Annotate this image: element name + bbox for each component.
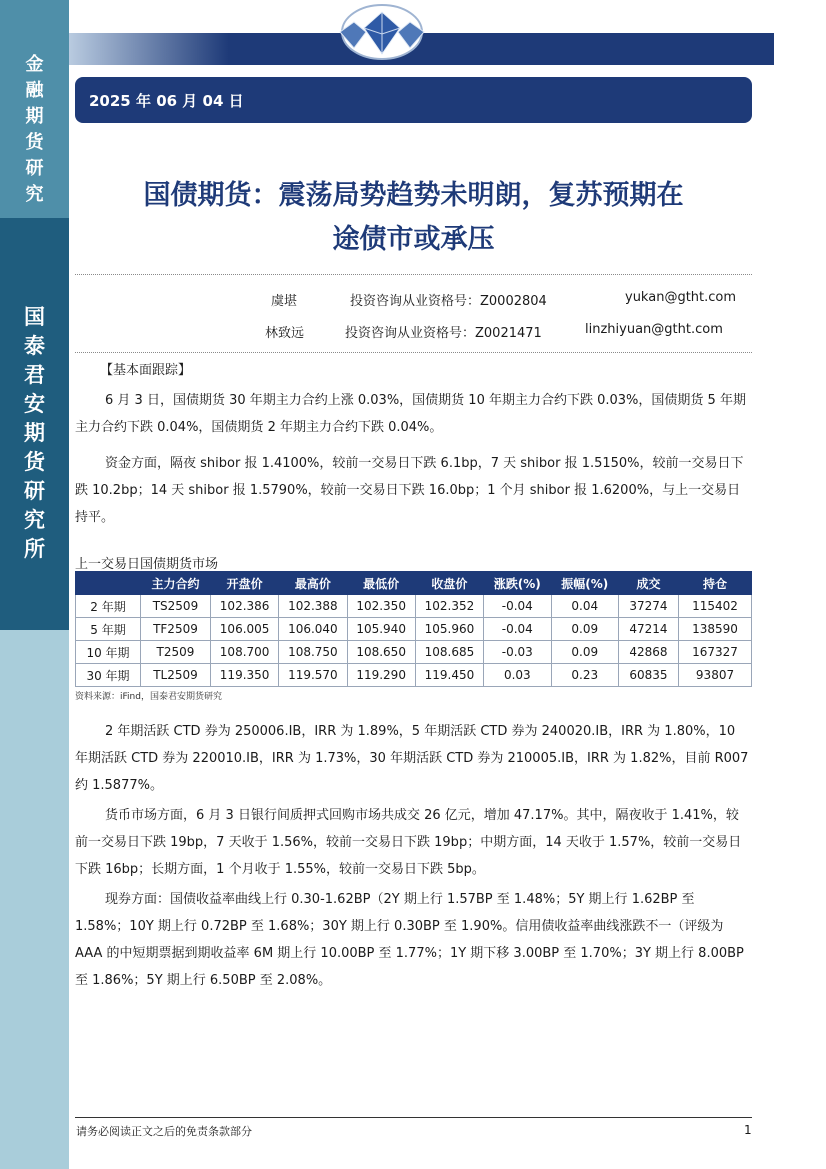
table-cell: 119.450 <box>415 664 483 687</box>
table-cell: 47214 <box>618 618 678 641</box>
table-cell: -0.04 <box>484 595 552 618</box>
table-cell: TS2509 <box>140 595 210 618</box>
table-cell: 119.290 <box>347 664 415 687</box>
table-cell: TL2509 <box>140 664 210 687</box>
table-cell: 42868 <box>618 641 678 664</box>
table-cell: 5 年期 <box>76 618 141 641</box>
table-cell: 108.650 <box>347 641 415 664</box>
table-cell: 106.040 <box>279 618 347 641</box>
header-cell: 涨跌(%) <box>484 572 552 595</box>
table-cell: 105.940 <box>347 618 415 641</box>
header-cell: 最低价 <box>347 572 415 595</box>
table-row <box>76 641 752 664</box>
header-cell: 开盘价 <box>210 572 278 595</box>
table-cell: 37274 <box>618 595 678 618</box>
table-row <box>76 618 752 641</box>
table-cell: 102.388 <box>279 595 347 618</box>
header-cell: 收盘价 <box>415 572 483 595</box>
table-cell: 119.350 <box>210 664 278 687</box>
futures-market-table <box>75 571 752 687</box>
table-cell: 115402 <box>679 595 752 618</box>
table-cell: 93807 <box>679 664 752 687</box>
table-source-note: 资料来源：iFind，国泰君安期货研究 <box>75 692 222 702</box>
table-cell: 30 年期 <box>76 664 141 687</box>
table-cell: 60835 <box>618 664 678 687</box>
sidebar-bottom-text: 国 泰 君 安 期 货 研 究 所 <box>24 304 45 561</box>
table-cell: 0.23 <box>551 664 618 687</box>
author-divider <box>75 352 752 353</box>
paragraph-futures: 6 月 3 日，国债期货 30 年期主力合约上涨 0.03%，国债期货 10 年期主力合约下跌 0.03%，国债期货 5 年期主力合约下跌 0.04%，国债期货 2 年期主力合约下跌 0.04%。 <box>75 393 746 435</box>
header-cell: 持仓 <box>679 572 752 595</box>
report-title-line-2: 途债市或承压 <box>332 224 495 255</box>
paragraph-ctd: 2 年期活跃 CTD 券为 250006.IB，IRR 为 1.89%，5 年期活跃 CTD 券为 240020.IB，IRR 为 1.80%，10 年期活跃 CTD 券为 220010.IB，IRR 为 1.73%，30 年期活跃 CTD 券为 210005.IB，IRR 为 1.82%，目前 R007 约 1.5877%。 <box>75 724 749 793</box>
gems-logo-icon <box>320 2 440 66</box>
page-number: 1 <box>744 1123 752 1137</box>
table-caption: 上一交易日国债期货市场 <box>75 557 219 572</box>
table-cell: -0.03 <box>484 641 552 664</box>
report-date: 2025 年 06 月 04 日 <box>89 92 244 110</box>
table-cell: 119.570 <box>279 664 347 687</box>
header-cell: 最高价 <box>279 572 347 595</box>
table-cell: 102.352 <box>415 595 483 618</box>
table-header-row <box>76 572 752 595</box>
author-email[interactable]: linzhiyuan@gtht.com <box>585 322 723 337</box>
table-cell: -0.04 <box>484 618 552 641</box>
table-row <box>76 595 752 618</box>
table-cell: 102.386 <box>210 595 278 618</box>
report-title <box>75 174 752 262</box>
table-cell: 0.09 <box>551 641 618 664</box>
author-email[interactable]: yukan@gtht.com <box>625 290 737 305</box>
table-cell: T2509 <box>140 641 210 664</box>
header-cell: 成交 <box>618 572 678 595</box>
header-cell <box>76 572 141 595</box>
author-cert: 投资咨询从业资格号：Z0021471 <box>345 326 542 341</box>
paragraph-money-market: 货币市场方面，6 月 3 日银行间质押式回购市场共成交 26 亿元，增加 47.17%。其中，隔夜收于 1.41%，较前一交易日下跌 19bp，7 天收于 1.56%，较前一交易日下跌 19bp；中期方面，14 天收于 1.57%，较前一交易日下跌 16bp；长期方面，1 个月收于 1.55%，较前一交易日下跌 5bp。 <box>75 808 742 877</box>
table-cell: 2 年期 <box>76 595 141 618</box>
paragraph-spot-bonds: 现券方面：国债收益率曲线上行 0.30-1.62BP（2Y 期上行 1.57BP 至 1.48%；5Y 期上行 1.62BP 至 1.58%；10Y 期上行 0.72BP 至 1.68%；30Y 期上行 0.30BP 至 1.90%。信用债收益率曲线涨跌不一（评级为 AAA 的中短期票据到期收益率 6M 期上行 10.00BP 至 1.77%；1Y 期下移 3.00BP 至 1.70%；3Y 期上行 8.00BP 至 1.86%；5Y 期上行 6.50BP 至 2.08%。 <box>75 892 744 988</box>
author-name: 虞堪 <box>271 294 298 309</box>
table-cell: 108.750 <box>279 641 347 664</box>
table-cell: 108.685 <box>415 641 483 664</box>
table-cell: 10 年期 <box>76 641 141 664</box>
footer-disclaimer: 请务必阅读正文之后的免责条款部分 <box>76 1125 252 1138</box>
table-cell: 167327 <box>679 641 752 664</box>
table-cell: 102.350 <box>347 595 415 618</box>
header-cell: 振幅(%) <box>551 572 618 595</box>
author-row <box>75 322 752 342</box>
sidebar-top-text: 金 融 期 货 研 究 <box>25 54 44 205</box>
footer-divider <box>75 1117 752 1118</box>
section-label: 【基本面跟踪】 <box>100 363 192 378</box>
table-cell: 105.960 <box>415 618 483 641</box>
header-cell: 主力合约 <box>140 572 210 595</box>
table-cell: 0.09 <box>551 618 618 641</box>
sidebar-light-band <box>0 630 69 1169</box>
author-row <box>75 290 752 310</box>
paragraph-funding: 资金方面，隔夜 shibor 报 1.4100%，较前一交易日下跌 6.1bp，7 天 shibor 报 1.5150%，较前一交易日下跌 10.2bp；14 天 shibor 报 1.5790%，较前一交易日下跌 16.0bp；1 个月 shibor 报 1.6200%，与上一交易日持平。 <box>75 456 744 525</box>
header-bar-gradient <box>69 33 229 65</box>
table-cell: TF2509 <box>140 618 210 641</box>
date-banner <box>75 77 752 123</box>
table-row <box>76 664 752 687</box>
table-cell: 0.03 <box>484 664 552 687</box>
table-cell: 106.005 <box>210 618 278 641</box>
table-cell: 108.700 <box>210 641 278 664</box>
author-name: 林致远 <box>265 326 305 341</box>
report-title-line-1: 国债期货：震荡局势趋势未明朗，复苏预期在 <box>143 180 684 211</box>
table-cell: 0.04 <box>551 595 618 618</box>
table-cell: 138590 <box>679 618 752 641</box>
author-cert: 投资咨询从业资格号：Z0002804 <box>350 294 547 309</box>
title-divider <box>75 274 752 275</box>
